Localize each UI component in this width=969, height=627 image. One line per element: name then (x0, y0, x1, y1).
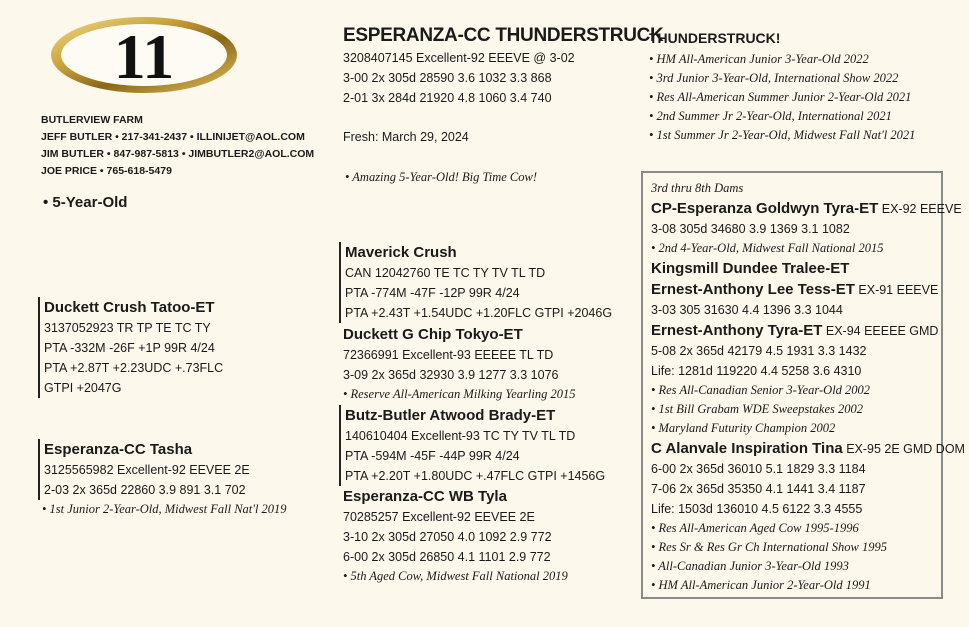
pedigree-line: 3-10 2x 305d 27050 4.0 1092 2.9 772 (343, 530, 552, 544)
dam-entry (651, 279, 965, 300)
dam-award: • Res Sr & Res Gr Ch International Show 1995 (651, 540, 887, 554)
dam-score: EX-91 EEEVE (854, 283, 939, 297)
pedigree-line: PTA +2.20T +1.80UDC +.47FLC GTPI +1456G (345, 469, 606, 483)
pedigree-line: 3-09 2x 365d 32930 3.9 1277 3.3 1076 (343, 368, 559, 382)
dam-line: 2-03 2x 365d 22860 3.9 891 3.1 702 (44, 483, 246, 497)
dam-block (38, 439, 250, 500)
dam-entry (651, 438, 965, 459)
dam-line: 5-08 2x 365d 42179 4.5 1931 3.3 1432 (651, 344, 867, 358)
dam-award: • HM All-American Junior 2-Year-Old 1991 (651, 578, 871, 592)
farm-contact-line: JOE PRICE • 765-618-5479 (41, 165, 172, 177)
award-item: • Res All-American Summer Junior 2-Year-Old 2021 (649, 90, 912, 104)
sire-line: PTA +2.87T +2.23UDC +.73FLC (44, 361, 224, 375)
farm-name: BUTLERVIEW FARM (41, 114, 143, 126)
pedigree-name: Duckett G Chip Tokyo-ET (343, 326, 523, 343)
animal-note: • Amazing 5-Year-Old! Big Time Cow! (345, 170, 537, 184)
sire-line: GTPI +2047G (44, 381, 122, 395)
pedigree-name: Butz-Butler Atwood Brady-ET (345, 407, 556, 424)
sire-block (38, 297, 223, 398)
age-label: • 5-Year-Old (43, 194, 128, 211)
pedigree-line: 6-00 2x 305d 26850 4.1 1101 2.9 772 (343, 550, 551, 564)
dam-line: 3125565982 Excellent-92 EEVEE 2E (44, 463, 250, 477)
dam-entry (651, 320, 965, 341)
pedigree-line: PTA -594M -45F -44P 99R 4/24 (345, 449, 520, 463)
pedigree-name: Esperanza-CC WB Tyla (343, 488, 507, 505)
sire-line: 3137052923 TR TP TE TC TY (44, 321, 211, 335)
pedigree-dam-sire (339, 405, 605, 486)
pedigree-line: PTA -774M -47F -12P 99R 4/24 (345, 286, 520, 300)
farm-contact (41, 112, 314, 180)
pedigree-sire-sire (339, 242, 612, 323)
dam-name: Ernest-Anthony Lee Tess-ET (651, 281, 855, 298)
farm-contact-line: JEFF BUTLER • 217-341-2437 • ILLINIJET@AOL.COM (41, 131, 305, 143)
dam-name: C Alanvale Inspiration Tina (651, 440, 843, 457)
dam-line: 7-06 2x 365d 35350 4.1 1441 3.4 1187 (651, 482, 866, 496)
dam-score: EX-92 EEEVE (878, 202, 962, 216)
dam-name: Kingsmill Dundee Tralee-ET (651, 260, 850, 277)
dam-line: 3-08 305d 34680 3.9 1369 3.1 1082 (651, 222, 850, 236)
pedigree-name: Maverick Crush (345, 244, 457, 261)
dam-award: • 1st Junior 2-Year-Old, Midwest Fall Nat'l 2019 (42, 502, 287, 516)
dam-award: • All-Canadian Junior 3-Year-Old 1993 (651, 559, 849, 573)
dam-score: EX-95 2E GMD DOM (842, 442, 965, 456)
dam-entry (651, 198, 965, 219)
dam-award: • 1st Bill Grabam WDE Sweepstakes 2002 (651, 402, 863, 416)
dam-award: • Maryland Futurity Champion 2002 (651, 421, 836, 435)
pedigree-line: 140610404 Excellent-93 TC TY TV TL TD (345, 429, 576, 443)
dam-name: Ernest-Anthony Tyra-ET (651, 322, 823, 339)
dam-score: EX-94 EEEEE GMD (822, 324, 939, 338)
award-item: • 2nd Summer Jr 2-Year-Old, International 2021 (649, 109, 892, 123)
dam-line: Life: 1503d 136010 4.5 6122 3.3 4555 (651, 502, 863, 516)
pedigree-award: • Reserve All-American Milking Yearling 2015 (343, 387, 576, 401)
pedigree-line: PTA +2.43T +1.54UDC +1.20FLC GTPI +2046G (345, 306, 613, 320)
pedigree-line: CAN 12042760 TE TC TY TV TL TD (345, 266, 546, 280)
dams-box-content (651, 179, 965, 595)
award-item: • 3rd Junior 3-Year-Old, International Show 2022 (649, 71, 899, 85)
dams-heading: 3rd thru 8th Dams (651, 181, 744, 195)
farm-contact-line: JIM BUTLER • 847-987-5813 • JIMBUTLER2@AOL.COM (41, 148, 315, 160)
pedigree-sire-dam (343, 324, 575, 404)
awards-title: THUNDERSTRUCK! (649, 30, 781, 46)
fresh-date: Fresh: March 29, 2024 (343, 130, 469, 144)
animal-records (343, 48, 575, 108)
dam-line: 6-00 2x 365d 36010 5.1 1829 3.3 1184 (651, 462, 866, 476)
animal-title: ESPERANZA-CC THUNDERSTRUCK (343, 25, 664, 46)
award-item: • 1st Summer Jr 2-Year-Old, Midwest Fall Nat'l 2021 (649, 128, 916, 142)
record-line: 3-00 2x 305d 28590 3.6 1032 3.3 868 (343, 71, 552, 85)
record-line: 2-01 3x 284d 21920 4.8 1060 3.4 740 (343, 91, 552, 105)
lot-number: 11 (113, 21, 175, 92)
pedigree-line: 72366991 Excellent-93 EEEEE TL TD (343, 348, 554, 362)
dam-award: • Res All-American Aged Cow 1995-1996 (651, 521, 859, 535)
dam-line: Life: 1281d 119220 4.4 5258 3.6 4310 (651, 364, 862, 378)
sire-name: Duckett Crush Tatoo-ET (44, 299, 215, 316)
dam-line: 3-03 305 31630 4.4 1396 3.3 1044 (651, 303, 843, 317)
pedigree-award: • 5th Aged Cow, Midwest Fall National 2019 (343, 569, 568, 583)
record-line: 3208407145 Excellent-92 EEEVE @ 3-02 (343, 51, 575, 65)
pedigree-dam-dam (343, 486, 568, 586)
awards-list (649, 50, 915, 145)
award-item: • HM All-American Junior 3-Year-Old 2022 (649, 52, 869, 66)
dam-name: CP-Esperanza Goldwyn Tyra-ET (651, 200, 879, 217)
dam-award: • 2nd 4-Year-Old, Midwest Fall National 2015 (651, 241, 884, 255)
sire-line: PTA -332M -26F +1P 99R 4/24 (44, 341, 215, 355)
dam-name: Esperanza-CC Tasha (44, 441, 193, 458)
pedigree-line: 70285257 Excellent-92 EEVEE 2E (343, 510, 535, 524)
dam-award: • Res All-Canadian Senior 3-Year-Old 2002 (651, 383, 871, 397)
